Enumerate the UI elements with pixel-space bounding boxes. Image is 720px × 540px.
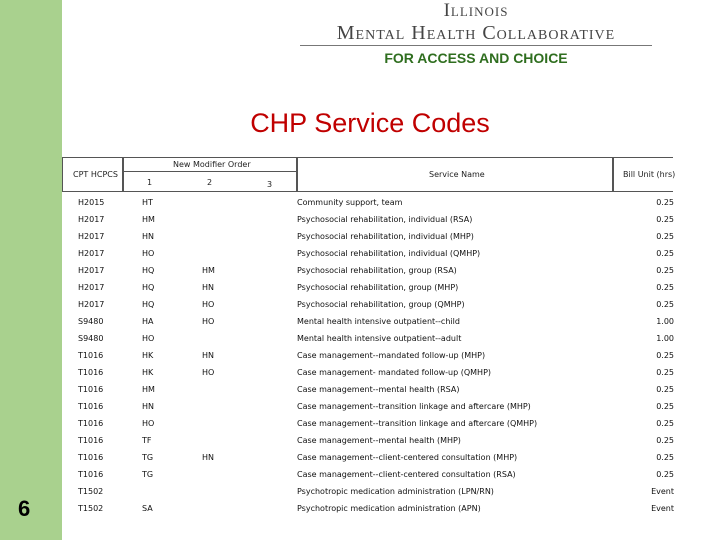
modifier1-cell: TG [142,470,154,479]
bill-unit-cell: 1.00 [656,334,674,343]
modifier1-cell: HN [142,402,154,411]
code-cell: T1016 [78,351,104,360]
logo-line-1: Illinois [443,0,509,21]
code-cell: T1016 [78,419,104,428]
table-row [62,365,674,382]
table-row [62,501,674,518]
service-name-cell: Case management--mandated follow-up (MHP) [297,351,486,360]
modifier1-cell: HM [142,215,155,224]
bill-unit-cell: 0.25 [656,368,674,377]
modifier1-cell: HT [142,198,153,207]
service-name-cell: Community support, team [297,198,403,207]
table-row [62,348,674,365]
modifier2-cell: HN [202,283,214,292]
bill-unit-cell: 0.25 [656,453,674,462]
header-code: CPT HCPCS [73,170,118,179]
table-row [62,467,674,484]
corner-decoration [62,0,90,66]
table-row [62,297,674,314]
modifier2-cell: HO [202,317,215,326]
service-name-cell: Psychotropic medication administration (APN) [297,504,481,513]
header-code-cell [62,157,124,192]
code-cell: S9480 [78,317,104,326]
sidebar-accent [0,0,62,540]
header-modifier-cell [122,157,298,192]
table-row [62,314,674,331]
modifier1-cell: HN [142,232,154,241]
bill-unit-cell: Event [651,487,674,496]
code-cell: S9480 [78,334,104,343]
header-service-name: Service Name [429,170,485,179]
modifier1-cell: TG [142,453,154,462]
bill-unit-cell: 0.25 [656,436,674,445]
bill-unit-cell: 0.25 [656,198,674,207]
modifier2-cell: HN [202,351,214,360]
service-name-cell: Psychotropic medication administration (LPN/RN) [297,487,494,496]
code-cell: T1016 [78,402,104,411]
code-cell: T1502 [78,504,104,513]
code-cell: T1016 [78,470,104,479]
header-bill-unit: Bill Unit (hrs) [623,170,676,179]
bill-unit-cell: 0.25 [656,266,674,275]
code-cell: H2015 [78,198,105,207]
code-cell: T1502 [78,487,104,496]
header-bill-cell [612,157,676,192]
service-name-cell: Case management--client-centered consultation (RSA) [297,470,516,479]
service-name-cell: Case management--client-centered consultation (MHP) [297,453,518,462]
page-title: CHP Service Codes [250,108,490,138]
code-cell: T1016 [78,436,104,445]
modifier1-cell: HO [142,334,155,343]
bill-unit-cell: 0.25 [656,419,674,428]
table-row [62,433,674,450]
bill-unit-cell: 0.25 [656,232,674,241]
table-row [62,195,674,212]
modifier1-cell: HK [142,368,154,377]
modifier1-cell: HQ [142,283,155,292]
service-name-cell: Case management--mental health (MHP) [297,436,461,445]
logo-line-3: FOR ACCESS AND CHOICE [384,50,568,66]
slide-number: 6 [18,496,31,521]
code-cell: H2017 [78,215,105,224]
table-row [62,450,674,467]
service-name-cell: Psychosocial rehabilitation, individual (RSA) [297,215,473,224]
service-name-cell: Psychosocial rehabilitation, individual (QMHP) [297,249,481,258]
service-name-cell: Psychosocial rehabilitation, group (QMHP) [297,300,465,309]
bill-unit-cell: 0.25 [656,300,674,309]
modifier1-cell: HO [142,249,155,258]
service-name-cell: Case management- mandated follow-up (QMHP) [297,368,492,377]
modifier1-cell: HO [142,419,155,428]
modifier2-cell: HO [202,300,215,309]
table-row [62,263,674,280]
table-row [62,382,674,399]
logo [300,0,652,64]
modifier2-cell: HN [202,453,214,462]
header-modifier-group: New Modifier Order [173,160,251,169]
code-cell: H2017 [78,300,105,309]
service-name-cell: Case management--mental health (RSA) [297,385,460,394]
service-name-cell: Case management--transition linkage and aftercare (MHP) [297,402,531,411]
table-row [62,246,674,263]
bill-unit-cell: 0.25 [656,470,674,479]
bill-unit-cell: 0.25 [656,215,674,224]
bill-unit-cell: 0.25 [656,249,674,258]
table-row [62,280,674,297]
header-mod3: 3 [267,180,273,189]
header-mod1: 1 [147,178,153,187]
modifier2-cell: HM [202,266,215,275]
code-cell: H2017 [78,266,105,275]
table-row [62,229,674,246]
bill-unit-cell: 0.25 [656,283,674,292]
service-name-cell: Psychosocial rehabilitation, group (MHP) [297,283,459,292]
bill-unit-cell: Event [651,504,674,513]
service-code-table [62,195,674,518]
service-name-cell: Mental health intensive outpatient--adult [297,334,462,343]
code-cell: T1016 [78,385,104,394]
header-mod2: 2 [207,178,213,187]
bill-unit-cell: 0.25 [656,385,674,394]
modifier1-cell: HA [142,317,154,326]
service-name-cell: Case management--transition linkage and aftercare (QMHP) [297,419,538,428]
bill-unit-cell: 0.25 [656,351,674,360]
modifier2-cell: HO [202,368,215,377]
modifier1-cell: HQ [142,300,155,309]
table-row [62,399,674,416]
logo-line-2: Mental Health Collaborative [300,22,652,46]
table-row [62,416,674,433]
service-name-cell: Psychosocial rehabilitation, individual (MHP) [297,232,474,241]
code-cell: H2017 [78,249,105,258]
bill-unit-cell: 1.00 [656,317,674,326]
code-cell: H2017 [78,283,105,292]
table-row [62,212,674,229]
service-name-cell: Psychosocial rehabilitation, group (RSA) [297,266,457,275]
table-row [62,331,674,348]
code-cell: H2017 [78,232,105,241]
modifier1-cell: TF [142,436,152,445]
table-row [62,484,674,501]
modifier1-cell: HQ [142,266,155,275]
header-name-cell [296,157,614,192]
modifier1-cell: HK [142,351,154,360]
code-cell: T1016 [78,453,104,462]
modifier1-cell: HM [142,385,155,394]
service-name-cell: Mental health intensive outpatient--child [297,317,460,326]
modifier1-cell: SA [142,504,153,513]
code-cell: T1016 [78,368,104,377]
bill-unit-cell: 0.25 [656,402,674,411]
